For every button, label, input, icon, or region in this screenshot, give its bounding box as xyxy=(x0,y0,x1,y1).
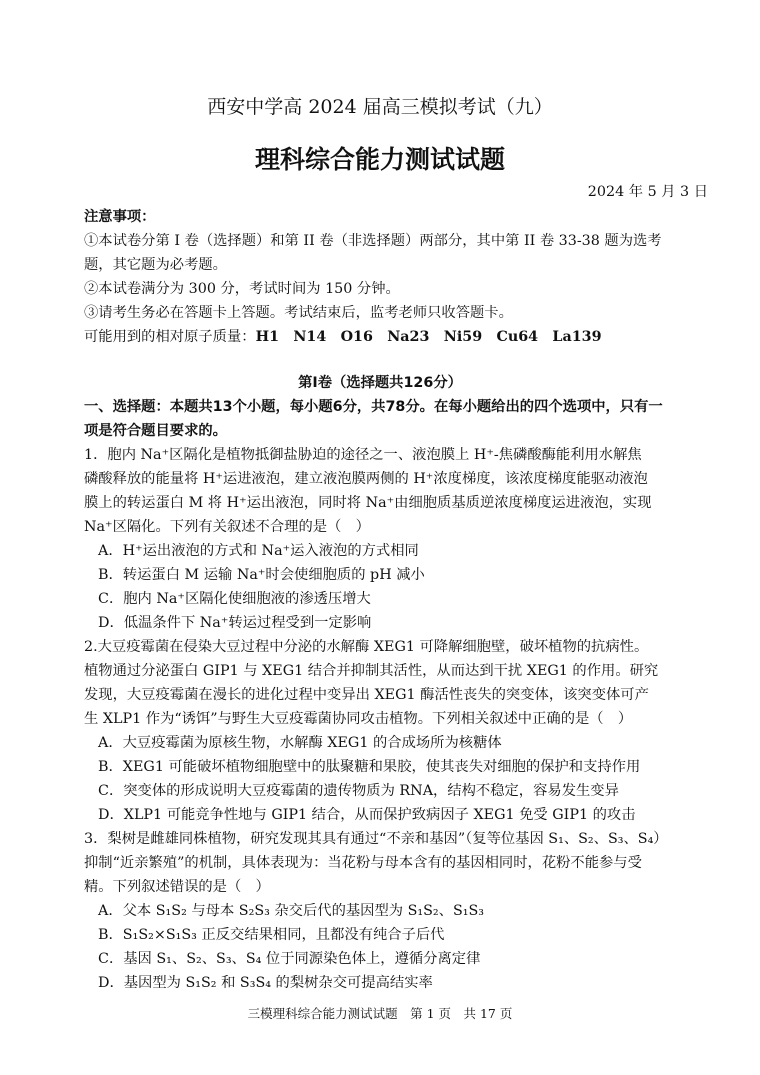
question-1-stem: 磷酸释放的能量将 H⁺运进液泡，建立液泡膜两侧的 H⁺浓度梯度，该浓度梯度能驱动液泡 xyxy=(84,471,648,487)
question-1-option-c: C．胞内 Na⁺区隔化使细胞液的渗透压增大 xyxy=(98,591,371,607)
question-3-option-d: D．基因型为 S₁S₂ 和 S₃S₄ 的梨树杂交可提高结实率 xyxy=(98,975,433,991)
question-2-stem: 2.大豆疫霉菌在侵染大豆过程中分泌的水解酶 XEG1 可降解细胞壁，破坏植物的抗病性。 xyxy=(84,639,649,655)
question-1-option-b: B．转运蛋白 M 运输 Na⁺时会使细胞质的 pH 减小 xyxy=(98,567,425,583)
notice-line: ③请考生务必在答题卡上答题。考试结束后，监考老师只收答题卡。 xyxy=(84,305,513,321)
section-instruction: 一、选择题：本题共13个小题，每小题6分，共78分。在每小题给出的四个选项中，只有一 xyxy=(84,399,663,415)
section-title: 第Ⅰ卷（选择题共126分） xyxy=(298,375,462,391)
question-3-stem: 3．梨树是雌雄同株植物，研究发现其具有通过“不亲和基因”（复等位基因 S₁、S₂、S₃、S₄） xyxy=(84,831,668,847)
notice-line: ①本试卷分第 I 卷（选择题）和第 II 卷（非选择题）两部分，其中第 II 卷 33-38 题为选考 xyxy=(84,233,662,249)
question-1-stem: 膜上的转运蛋白 M 将 H⁺运出液泡，同时将 Na⁺由细胞质基质逆浓度梯度运进液泡，实现 xyxy=(84,495,652,511)
question-2-stem: 植物通过分泌蛋白 GIP1 与 XEG1 结合并抑制其活性，从而达到干扰 XEG1 的作用。研究 xyxy=(84,663,659,679)
question-1-option-d: D．低温条件下 Na⁺转运过程受到一定影响 xyxy=(98,615,372,631)
notice-line: 题，其它题为必考题。 xyxy=(84,257,227,273)
atomic-masses-values: H1 N14 O16 Na23 Ni59 Cu64 La139 xyxy=(255,329,602,345)
question-3-option-b: B．S₁S₂×S₁S₃ 正反交结果相同，且都没有纯合子后代 xyxy=(98,927,445,943)
question-2-option-d: D．XLP1 可能竞争性地与 GIP1 结合，从而保护致病因子 XEG1 免受 GIP1 的攻击 xyxy=(98,807,636,823)
atomic-masses-line xyxy=(84,327,602,347)
question-3-option-c: C．基因 S₁、S₂、S₃、S₄ 位于同源染色体上，遵循分离定律 xyxy=(98,951,481,967)
question-2-option-c: C．突变体的形成说明大豆疫霉菌的遗传物质为 RNA，结构不稳定，容易发生变异 xyxy=(98,783,619,799)
question-1-stem: 1．胞内 Na⁺区隔化是植物抵御盐胁迫的途径之一、液泡膜上 H⁺-焦磷酸酶能利用水解焦 xyxy=(84,447,642,463)
page-footer: 三模理科综合能力测试试题 第 1 页 共 17 页 xyxy=(247,1006,513,1021)
question-3-stem: 精。下列叙述错误的是（ ） xyxy=(84,879,270,895)
atomic-masses-label: 可能用到的相对原子质量： xyxy=(84,329,256,345)
question-2-stem: 生 XLP1 作为“诱饵”与野生大豆疫霉菌协同攻击植物。下列相关叙述中正确的是（ ） xyxy=(84,711,633,727)
question-2-stem: 发现，大豆疫霉菌在漫长的进化过程中变异出 XEG1 酶活性丧失的突变体，该突变体可产 xyxy=(84,687,649,703)
question-2-option-a: A．大豆疫霉菌为原核生物，水解酶 XEG1 的合成场所为核糖体 xyxy=(98,735,502,751)
notice-line: ②本试卷满分为 300 分，考试时间为 150 分钟。 xyxy=(84,281,400,297)
question-1-stem: Na⁺区隔化。下列有关叙述不合理的是（ ） xyxy=(84,519,370,535)
question-2-option-b: B．XEG1 可能破坏植物细胞壁中的肽聚糖和果胶，使其丧失对细胞的保护和支持作用 xyxy=(98,759,641,775)
question-3-stem: 抑制“近亲繁殖”的机制，具体表现为：当花粉与母本含有的基因相同时，花粉不能参与受 xyxy=(84,855,642,871)
question-3-option-a: A．父本 S₁S₂ 与母本 S₂S₃ 杂交后代的基因型为 S₁S₂、S₁S₃ xyxy=(98,903,485,919)
notice-heading: 注意事项： xyxy=(84,209,156,225)
exam-date: 2024 年 5 月 3 日 xyxy=(587,184,708,200)
exam-title: 西安中学高 2024 届高三模拟考试（九） xyxy=(207,96,553,118)
section-instruction: 项是符合题目要求的。 xyxy=(84,423,227,439)
question-1-option-a: A．H⁺运出液泡的方式和 Na⁺运入液泡的方式相同 xyxy=(98,543,419,559)
exam-subtitle: 理科综合能力测试试题 xyxy=(254,145,505,174)
